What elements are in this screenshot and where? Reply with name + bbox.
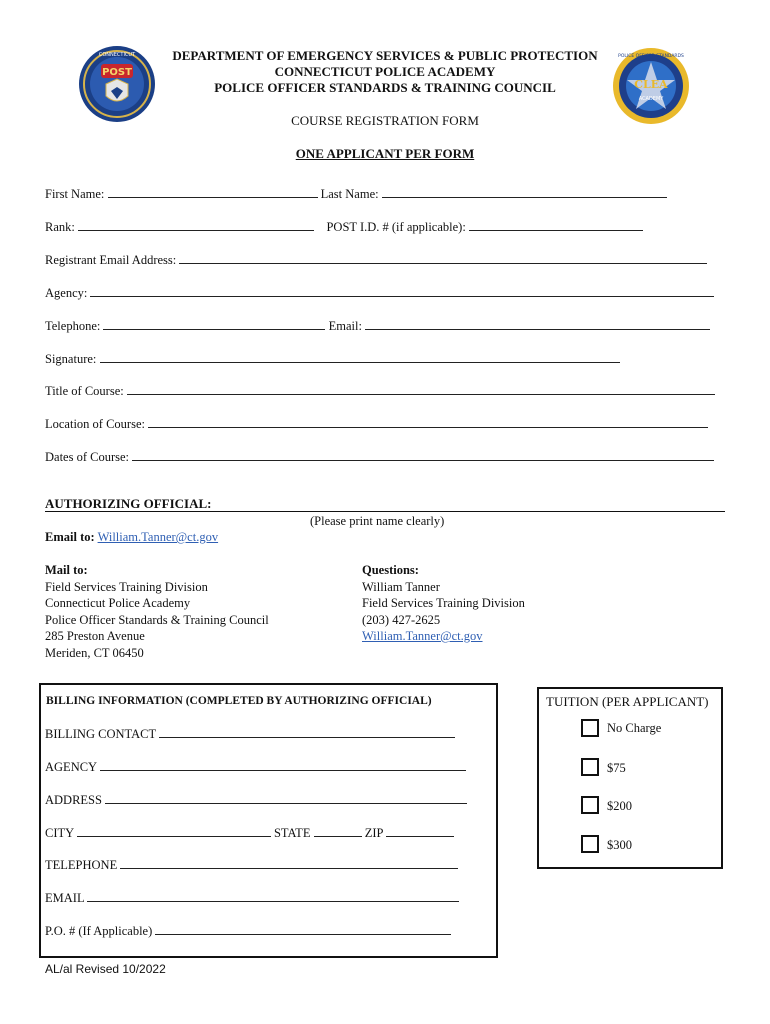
print-name-note: (Please print name clearly) bbox=[310, 514, 445, 528]
location-of-course-label: Location of Course: bbox=[45, 417, 145, 431]
authorizing-official-line[interactable] bbox=[45, 496, 725, 512]
registrant-email-label: Registrant Email Address: bbox=[45, 253, 177, 267]
rank-row bbox=[45, 219, 643, 235]
billing-city-label: CITY bbox=[45, 826, 74, 840]
email-label: Email: bbox=[328, 319, 362, 333]
tuition-option-label: $75 bbox=[607, 761, 626, 775]
billing-state-input[interactable] bbox=[314, 825, 362, 837]
agency-label: Agency: bbox=[45, 286, 88, 300]
email-to-link[interactable]: William.Tanner@ct.gov bbox=[97, 530, 219, 544]
tuition-option-label: No Charge bbox=[607, 721, 662, 735]
dates-of-course-row bbox=[45, 449, 714, 465]
billing-email-row bbox=[45, 890, 459, 906]
email-to-row bbox=[45, 530, 218, 545]
tuition-option-label: $200 bbox=[607, 799, 632, 813]
mail-to-heading: Mail to: bbox=[45, 563, 88, 577]
mail-to-line: 285 Preston Avenue bbox=[45, 629, 145, 643]
tuition-checkbox-300[interactable] bbox=[581, 835, 599, 853]
agency-input[interactable] bbox=[90, 285, 714, 297]
billing-email-input[interactable] bbox=[87, 890, 459, 902]
first-name-input[interactable] bbox=[108, 186, 318, 198]
mail-to-line: Police Officer Standards & Training Council bbox=[45, 612, 269, 627]
billing-address-row bbox=[45, 792, 467, 808]
header-line-1: DEPARTMENT OF EMERGENCY SERVICES & PUBLIC PROTECTION bbox=[172, 48, 598, 63]
billing-telephone-row bbox=[45, 857, 458, 873]
billing-address-input[interactable] bbox=[105, 792, 467, 804]
tuition-checkbox-75[interactable] bbox=[581, 758, 599, 776]
billing-po-row bbox=[45, 923, 451, 939]
mail-to-line: Meriden, CT 06450 bbox=[45, 645, 144, 660]
seal-ring-text-right: POLICE OFFICER STANDARDS bbox=[618, 54, 684, 59]
location-of-course-input[interactable] bbox=[148, 416, 708, 428]
billing-email-label: EMAIL bbox=[45, 891, 85, 905]
registrant-email-row bbox=[45, 252, 707, 268]
header-line-2: CONNECTICUT POLICE ACADEMY bbox=[274, 64, 496, 79]
questions-line: (203) 427-2625 bbox=[362, 612, 441, 627]
billing-agency-row bbox=[45, 759, 466, 775]
questions-line: William Tanner bbox=[362, 579, 440, 594]
location-of-course-row bbox=[45, 416, 708, 432]
signature-input[interactable] bbox=[100, 351, 620, 363]
seal-clea-text: CLEA bbox=[634, 78, 668, 91]
questions-heading: Questions: bbox=[362, 563, 419, 577]
billing-contact-label: BILLING CONTACT bbox=[45, 727, 156, 741]
registrant-email-input[interactable] bbox=[179, 252, 707, 264]
seal-academy-text: ACADEMY bbox=[638, 96, 664, 102]
email-input[interactable] bbox=[365, 318, 710, 330]
first-last-name-row bbox=[45, 186, 667, 202]
post-id-input[interactable] bbox=[469, 219, 643, 231]
first-name-label: First Name: bbox=[45, 187, 105, 201]
billing-telephone-label: TELEPHONE bbox=[45, 858, 118, 872]
billing-zip-input[interactable] bbox=[386, 825, 454, 837]
billing-po-input[interactable] bbox=[155, 923, 451, 935]
form-subtitle: ONE APPLICANT PER FORM bbox=[295, 146, 475, 161]
revision-footer: AL/al Revised 10/2022 bbox=[45, 962, 166, 976]
billing-agency-label: AGENCY bbox=[45, 760, 97, 774]
mail-to-line: Field Services Training Division bbox=[45, 579, 208, 594]
rank-label: Rank: bbox=[45, 220, 75, 234]
billing-box bbox=[39, 683, 498, 958]
billing-zip-label: ZIP bbox=[364, 826, 383, 840]
telephone-label: Telephone: bbox=[45, 319, 101, 333]
header-line-3: POLICE OFFICER STANDARDS & TRAINING COUNCIL bbox=[214, 80, 556, 95]
mail-to-block bbox=[45, 562, 269, 661]
signature-label: Signature: bbox=[45, 352, 97, 366]
billing-heading: BILLING INFORMATION (COMPLETED BY AUTHORIZING OFFICIAL) bbox=[46, 695, 432, 707]
tuition-heading: TUITION (PER APPLICANT) bbox=[546, 694, 709, 709]
title-of-course-row bbox=[45, 383, 715, 399]
questions-line: Field Services Training Division bbox=[362, 596, 525, 610]
tuition-checkbox-no-charge[interactable] bbox=[581, 719, 599, 737]
questions-email-link[interactable]: William.Tanner@ct.gov bbox=[362, 629, 483, 643]
rank-input[interactable] bbox=[78, 219, 314, 231]
signature-row bbox=[45, 351, 620, 367]
title-of-course-input[interactable] bbox=[127, 383, 715, 395]
questions-block bbox=[362, 562, 525, 645]
billing-agency-input[interactable] bbox=[100, 759, 466, 771]
billing-city-input[interactable] bbox=[77, 825, 271, 837]
form-title: COURSE REGISTRATION FORM bbox=[291, 113, 479, 128]
seal-post-text: POST bbox=[102, 67, 132, 78]
agency-row bbox=[45, 285, 714, 301]
post-id-label: POST I.D. # (if applicable): bbox=[326, 220, 466, 234]
billing-telephone-input[interactable] bbox=[120, 857, 458, 869]
tuition-option-label: $300 bbox=[607, 838, 632, 852]
billing-state-label: STATE bbox=[273, 826, 311, 840]
billing-po-label: P.O. # (If Applicable) bbox=[45, 924, 153, 938]
billing-address-label: ADDRESS bbox=[45, 793, 102, 807]
mail-to-line: Connecticut Police Academy bbox=[45, 596, 191, 610]
dates-of-course-input[interactable] bbox=[132, 449, 714, 461]
tuition-checkbox-200[interactable] bbox=[581, 796, 599, 814]
title-of-course-label: Title of Course: bbox=[45, 384, 124, 398]
telephone-input[interactable] bbox=[103, 318, 325, 330]
seal-ring-text: CONNECTICUT bbox=[98, 52, 136, 58]
last-name-label: Last Name: bbox=[320, 187, 379, 201]
authorizing-official-label: AUTHORIZING OFFICIAL: bbox=[45, 496, 212, 511]
email-to-label: Email to: bbox=[45, 530, 95, 544]
dates-of-course-label: Dates of Course: bbox=[45, 450, 130, 464]
billing-city-row bbox=[45, 825, 454, 841]
telephone-email-row bbox=[45, 318, 710, 334]
billing-contact-row bbox=[45, 726, 455, 742]
last-name-input[interactable] bbox=[382, 186, 667, 198]
billing-contact-input[interactable] bbox=[159, 726, 455, 738]
